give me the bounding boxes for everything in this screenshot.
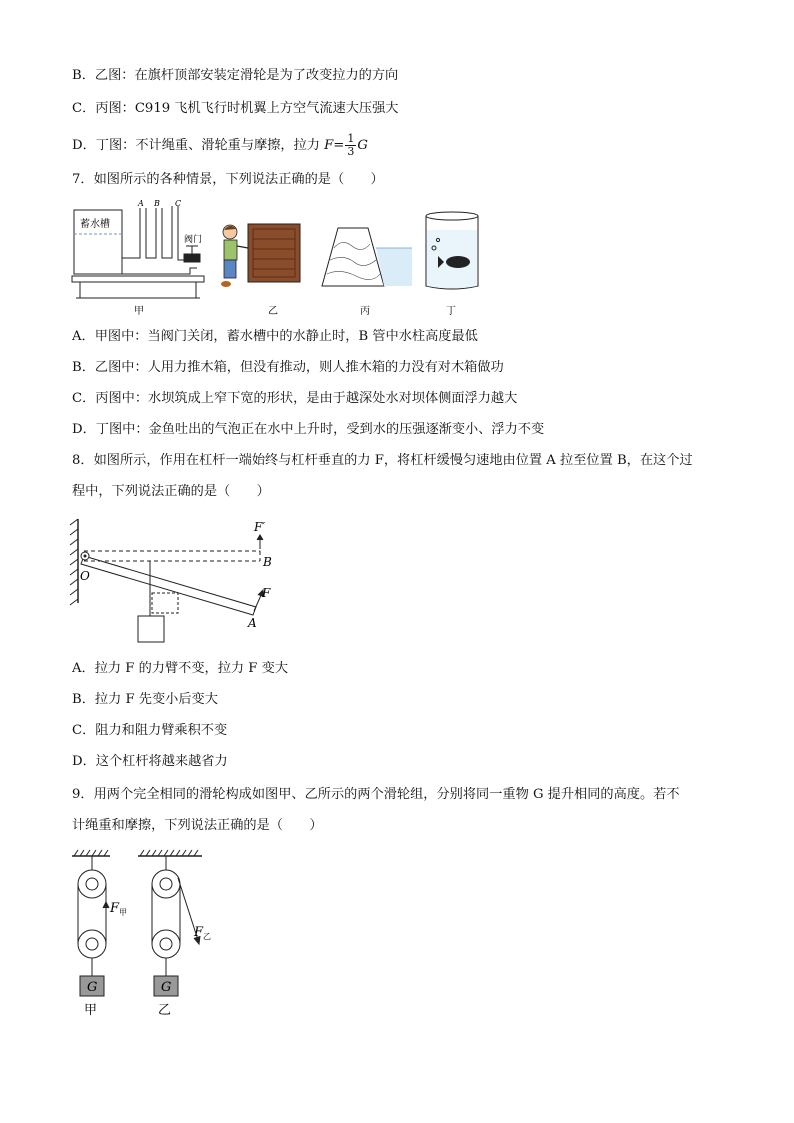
q9-force-jia-subscript: 甲 [119,908,127,917]
q6-option-b: B．乙图：在旗杆顶部安装定滑轮是为了改变拉力的方向 [72,68,399,83]
q9-force-yi: F [194,925,204,940]
q7-caption-bing: 丙 [360,306,370,317]
q9-weight-g-yi: G [161,980,172,995]
q6-weight-symbol: G [357,138,368,153]
q8-label-b: B [263,555,272,569]
q8-option-b: B．拉力 F 先变小后变大 [72,692,218,707]
q8-option-c: C．阻力和阻力臂乘积不变 [72,723,228,738]
q7-option-a: A．甲图中：当阀门关闭，蓄水槽中的水静止时，B 管中水柱高度最低 [72,329,478,344]
q7-option-b: B．乙图中：人用力推木箱，但没有推动，则人推木箱的力没有对木箱做功 [72,360,504,375]
q7-stem: 7．如图所示的各种情景，下列说法正确的是（ ） [72,172,384,187]
q9-force-jia: F [110,901,120,916]
q7-option-c: C．丙图中：水坝筑成上窄下宽的形状，是由于越深处水对坝体侧面浮力越大 [72,391,518,406]
q7-tank-label: 蓄水槽 [80,219,110,230]
q7-tube-c-label: C [175,199,182,208]
q7-caption-yi: 乙 [268,306,278,317]
q7-tube-b-label: B [154,199,160,208]
q6-equals: = [333,138,345,153]
q8-label-a: A [248,616,257,630]
q7-dam-diagram [322,228,412,286]
q7-person-crate-diagram [221,224,300,287]
q7-figure-svg [72,198,456,320]
q8-stem-line2: 程中，下列说法正确的是（ ） [72,484,270,499]
q8-option-d: D．这个杠杆将越来越省力 [72,754,228,769]
q7-fishbowl-diagram [426,212,478,289]
q9-force-yi-subscript: 乙 [203,932,211,941]
q8-lever-svg [66,515,296,647]
q7-option-d: D．丁图中：金鱼吐出的气泡正在水中上升时，受到水的压强逐渐变小、浮力不变 [72,422,545,437]
q6-option-d-prefix: D．丁图：不计绳重、滑轮重与摩擦，拉力 [72,138,325,153]
q6-option-c: C．丙图：C919 飞机飞行时机翼上方空气流速大压强大 [72,101,399,116]
q9-stem-line1: 9．用两个完全相同的滑轮构成如图甲、乙所示的两个滑轮组，分别将同一重物 G 提升相同的高度。若不 [72,787,680,802]
q8-label-f: F [262,586,271,600]
q7-valve-label: 阀门 [184,235,203,245]
q9-caption-yi: 乙 [158,1003,172,1018]
q7-caption-ding: 丁 [446,306,456,317]
q9-stem-line2: 计绳重和摩擦，下列说法正确的是（ ） [72,818,323,833]
q7-figure [72,198,456,320]
q8-stem-line1: 8．如图所示，作用在杠杆一端始终与杠杆垂直的力 F，将杠杆缓慢匀速地由位置 A 拉至位置 B，在这个过 [72,453,693,468]
q9-weight-g-jia: G [87,980,98,995]
q8-lever-figure [66,515,296,647]
q8-label-o: O [80,569,90,583]
q7-tube-a-label: A [138,199,144,208]
q6-option-d [72,133,368,158]
q9-caption-jia: 甲 [84,1003,98,1018]
q8-label-f-prime: F′ [254,520,266,534]
q9-pulley-figure [66,848,216,1020]
q9-pulley-svg [66,848,216,1020]
q8-option-a: A．拉力 F 的力臂不变，拉力 F 变大 [72,661,289,676]
q6-fraction [345,133,356,158]
q7-caption-jia: 甲 [134,306,144,317]
q6-force-symbol: F [324,138,334,153]
q6-fraction-numerator: 1 [347,132,355,145]
q6-fraction-denominator: 3 [347,145,355,158]
